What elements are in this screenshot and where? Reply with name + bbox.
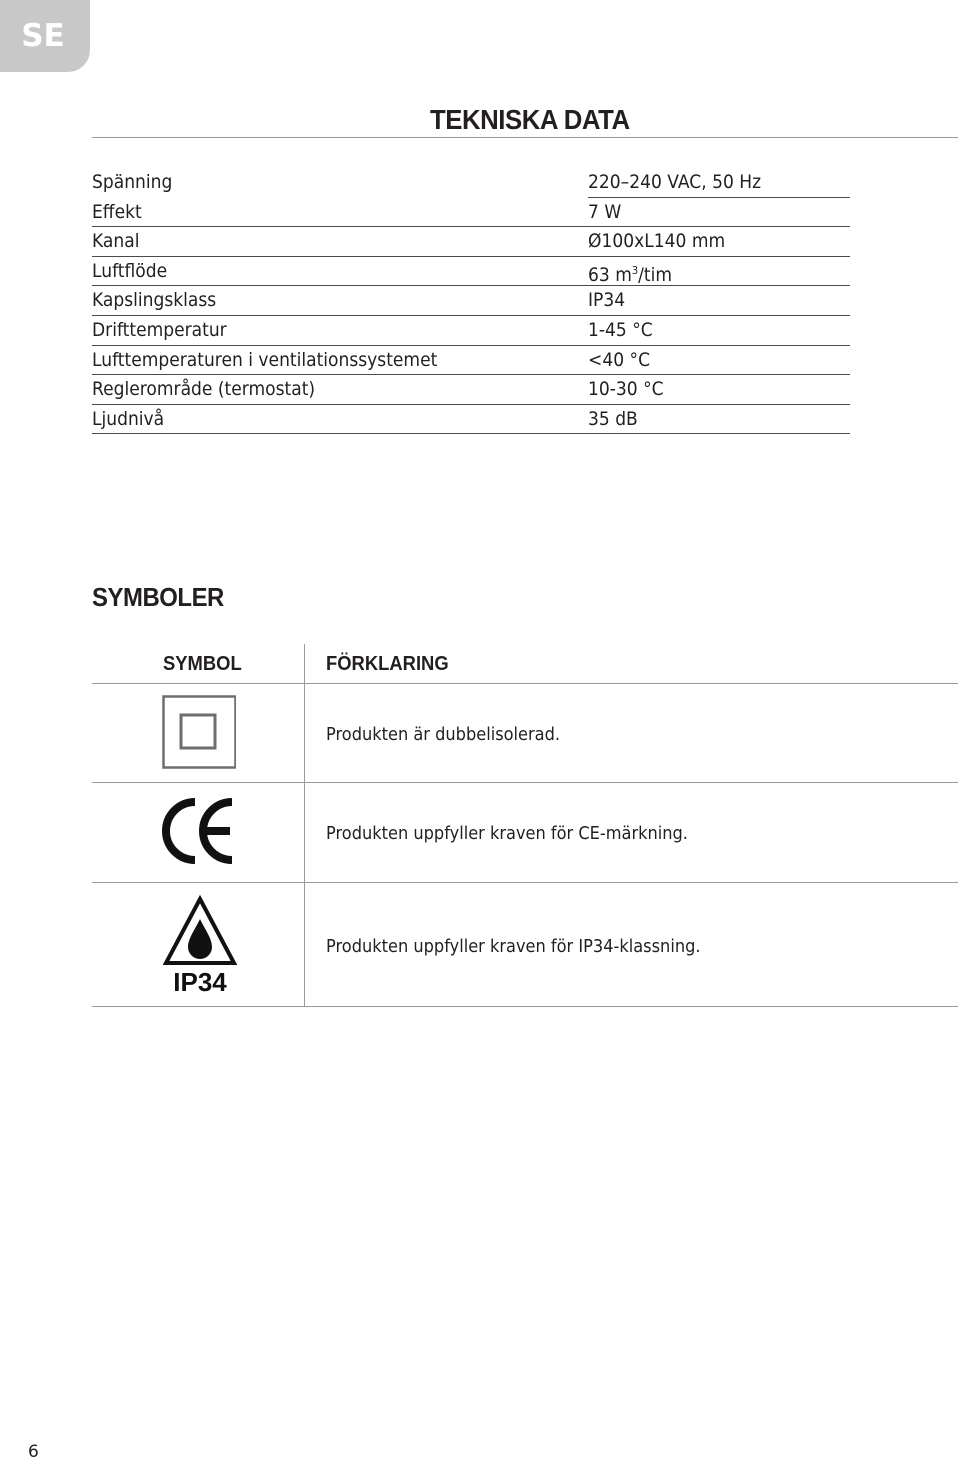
spec-row [92, 198, 850, 228]
spec-row [92, 375, 850, 405]
symbol-cell [92, 684, 304, 782]
spec-row [92, 316, 850, 346]
spec-value: 10-30 °C [588, 378, 664, 401]
spec-value: 7 W [588, 200, 622, 223]
spec-value: Ø100xL140 mm [588, 230, 726, 253]
symbol-description: Produkten uppfyller kraven för CE-märkning. [326, 823, 688, 844]
spec-label: Luftflöde [92, 259, 168, 282]
spec-row [92, 257, 850, 287]
page-number: 6 [28, 1442, 39, 1462]
spec-label: Reglerområde (termostat) [92, 378, 316, 401]
ip34-label: IP34 [173, 967, 227, 997]
symbol-cell [92, 883, 304, 1006]
technical-data-title: TEKNISKA DATA [430, 104, 630, 135]
symbol-cell [92, 783, 304, 882]
symbols-table-header [92, 644, 958, 684]
row-rule [92, 433, 850, 434]
spec-value: 35 dB [588, 407, 638, 430]
spec-label: Kapslingsklass [92, 289, 217, 312]
symbol-row [92, 783, 958, 883]
spec-row [92, 405, 850, 435]
spec-value-main: 63 m [588, 263, 632, 286]
spec-row [92, 346, 850, 376]
spec-label: Spänning [92, 171, 173, 193]
spec-label: Effekt [92, 200, 142, 223]
spec-value-suffix: /tim [638, 263, 673, 286]
spec-value [588, 259, 672, 287]
symbols-table [92, 644, 958, 1007]
spec-value: IP34 [588, 289, 626, 312]
symbols-title: SYMBOLER [92, 582, 224, 612]
spec-value: <40 °C [588, 348, 651, 371]
ce-mark-icon [162, 796, 238, 866]
spec-row [92, 227, 850, 257]
symbol-row [92, 883, 958, 1007]
header-symbol: SYMBOL [163, 653, 242, 675]
language-tab: SE [0, 0, 90, 72]
spec-label: Ljudnivå [92, 407, 165, 430]
title-rule [92, 137, 958, 138]
header-explanation: FÖRKLARING [326, 653, 449, 675]
spec-label: Lufttemperaturen i ventilationssystemet [92, 348, 438, 371]
symbol-description: Produkten är dubbelisolerad. [326, 724, 561, 745]
spec-value: 1-45 °C [588, 318, 653, 341]
double-insulation-icon [162, 695, 240, 769]
spec-value: 220–240 VAC, 50 Hz [588, 171, 762, 193]
spec-value-superscript: 3 [631, 263, 639, 277]
spec-row [92, 286, 850, 316]
ip34-drop-icon [162, 895, 238, 999]
spec-label: Kanal [92, 230, 140, 253]
spec-label: Drifttemperatur [92, 318, 227, 341]
symbol-row [92, 684, 958, 783]
spec-row [92, 168, 850, 198]
technical-data-table [92, 168, 850, 434]
symbol-description: Produkten uppfyller kraven för IP34-klassning. [326, 936, 701, 957]
